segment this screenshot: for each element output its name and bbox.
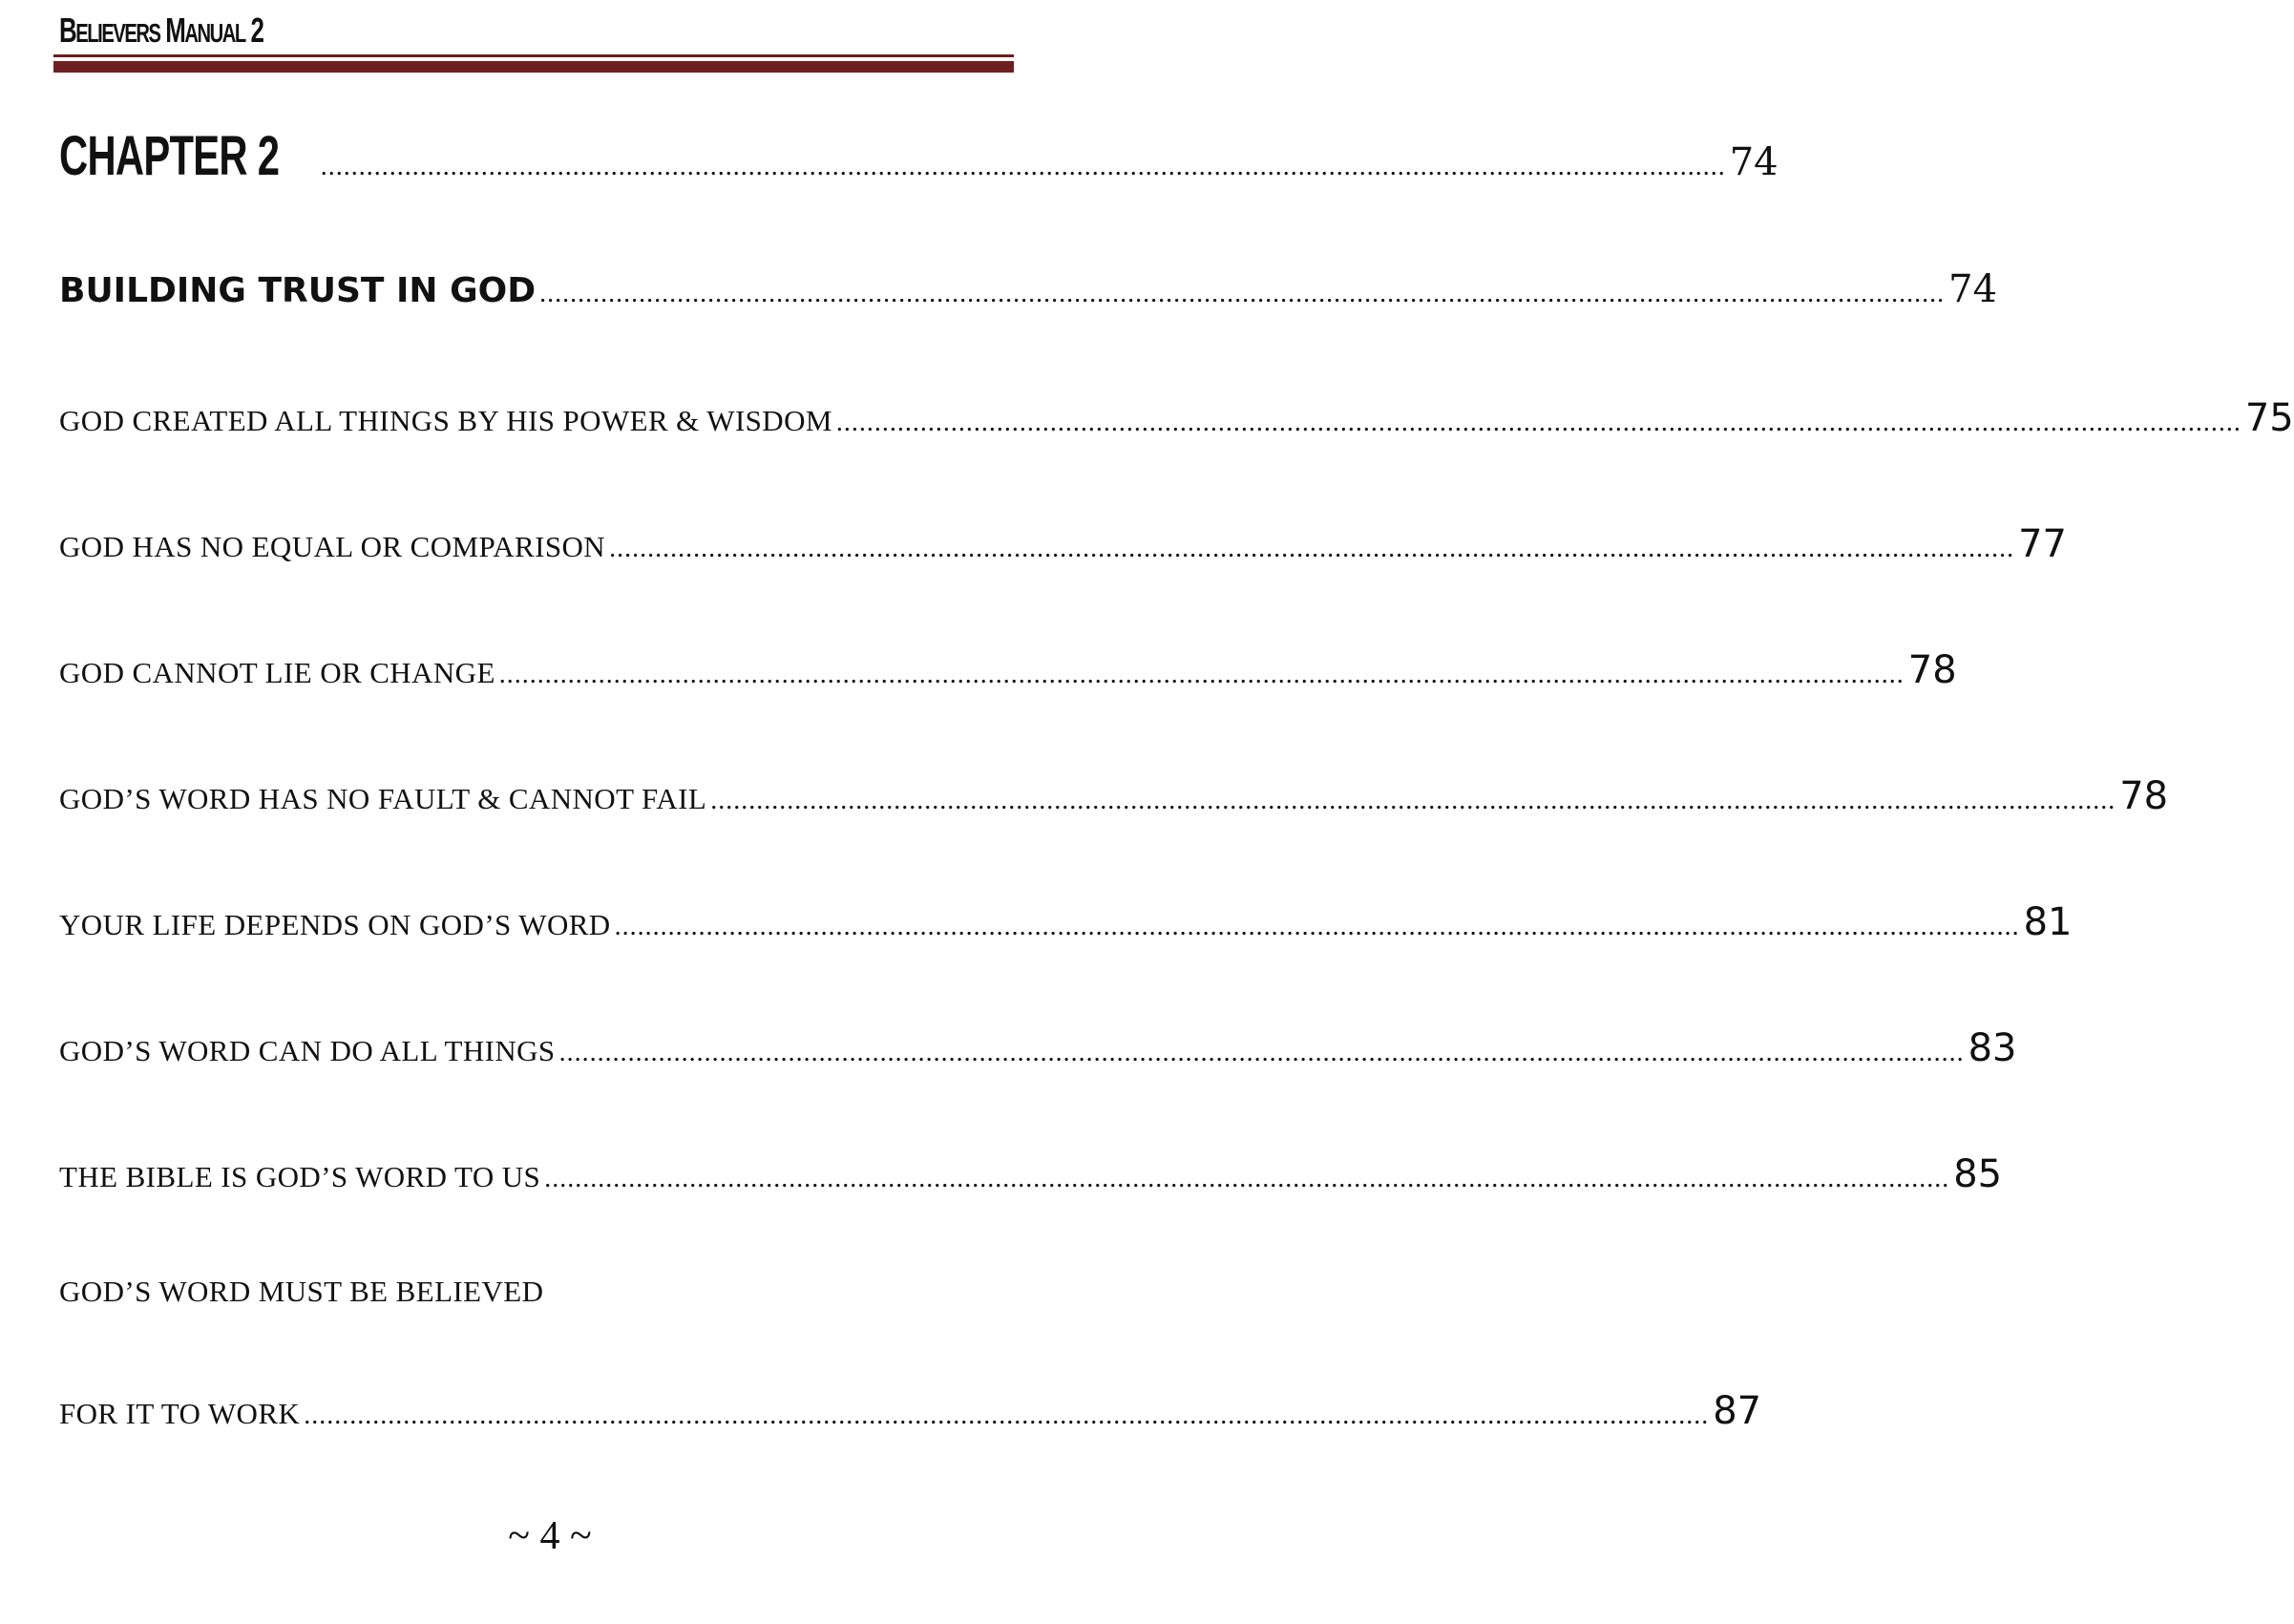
- book-title-cap-m: M: [165, 11, 185, 50]
- toc-page-number: 75: [2244, 396, 2294, 440]
- toc-leader-dots: ........................................................................................................................................................................................: [609, 534, 2015, 563]
- toc-page-number: 87: [1713, 1389, 1762, 1433]
- toc-leader-dots: ........................................................................................................................................................................................: [835, 408, 2241, 437]
- toc-page-number: 74: [1948, 267, 1998, 311]
- toc-page-number: 74: [1729, 140, 1778, 184]
- page-footer-number: ~ 4 ~: [508, 1514, 592, 1558]
- toc-entry-row[interactable]: [59, 648, 1957, 692]
- toc-entry-row[interactable]: [59, 1389, 1762, 1433]
- toc-entry-title: GOD CANNOT LIE OR CHANGE: [59, 656, 495, 689]
- toc-leader-dots: ........................................................................................................................................................................................: [710, 786, 2116, 815]
- toc-chapter-title: CHAPTER 2: [59, 125, 280, 187]
- toc-entry-row[interactable]: [59, 1026, 2017, 1070]
- book-title-word-1: ELIEVERS: [75, 18, 160, 48]
- book-title-cap-b: B: [59, 11, 76, 50]
- toc-heading-title: BUILDING TRUST IN GOD: [59, 271, 537, 310]
- toc-entry-title: GOD’S WORD CAN DO ALL THINGS: [59, 1034, 556, 1067]
- toc-leader-dots: ........................................................................................................................................................................................: [558, 1038, 1965, 1067]
- toc-page-number: 77: [2018, 522, 2067, 566]
- toc-page-number: 85: [1953, 1152, 2003, 1196]
- toc-entry-row[interactable]: [59, 1152, 2003, 1196]
- header-rule-thin: [53, 54, 1014, 57]
- toc-entry-row[interactable]: [59, 900, 2073, 944]
- toc-leader-dots: ........................................................................................................................................................................................: [320, 152, 1726, 181]
- book-title-number: 2: [250, 11, 263, 50]
- toc-entry-title-line-2: FOR IT TO WORK: [59, 1397, 301, 1430]
- toc-entry-row[interactable]: [59, 396, 2294, 440]
- toc-entry-title: GOD CREATED ALL THINGS BY HIS POWER & WISDOM: [59, 404, 832, 437]
- toc-chapter-row[interactable]: [59, 124, 1778, 188]
- toc-leader-dots: ........................................................................................................................................................................................: [498, 660, 1905, 689]
- toc-page-number: 78: [1907, 648, 1957, 692]
- toc-entry-row[interactable]: [59, 774, 2169, 818]
- toc-heading-row[interactable]: [59, 267, 1998, 311]
- toc-leader-dots: ........................................................................................................................................................................................: [304, 1401, 1710, 1430]
- toc-entry-title-line-1[interactable]: GOD’S WORD MUST BE BELIEVED: [59, 1275, 544, 1308]
- toc-leader-dots: ........................................................................................................................................................................................: [544, 1164, 1950, 1193]
- toc-entry-title: GOD HAS NO EQUAL OR COMPARISON: [59, 530, 606, 563]
- toc-page-number: 81: [2023, 900, 2073, 944]
- toc-entry-title: YOUR LIFE DEPENDS ON GOD’S WORD: [59, 908, 611, 941]
- toc-leader-dots: ........................................................................................................................................................................................: [614, 912, 2020, 941]
- toc-entry-row[interactable]: [59, 522, 2067, 566]
- toc-leader-dots: ........................................................................................................................................................................................: [539, 279, 1946, 308]
- toc-entry-title: THE BIBLE IS GOD’S WORD TO US: [59, 1160, 541, 1193]
- toc-page-number: 83: [1968, 1026, 2017, 1070]
- book-title-word-2: ANUAL: [184, 18, 245, 48]
- header-rule-thick: [53, 61, 1014, 73]
- book-title: [59, 10, 263, 54]
- toc-page-number: 78: [2119, 774, 2169, 818]
- toc-entry-title: GOD’S WORD HAS NO FAULT & CANNOT FAIL: [59, 782, 707, 815]
